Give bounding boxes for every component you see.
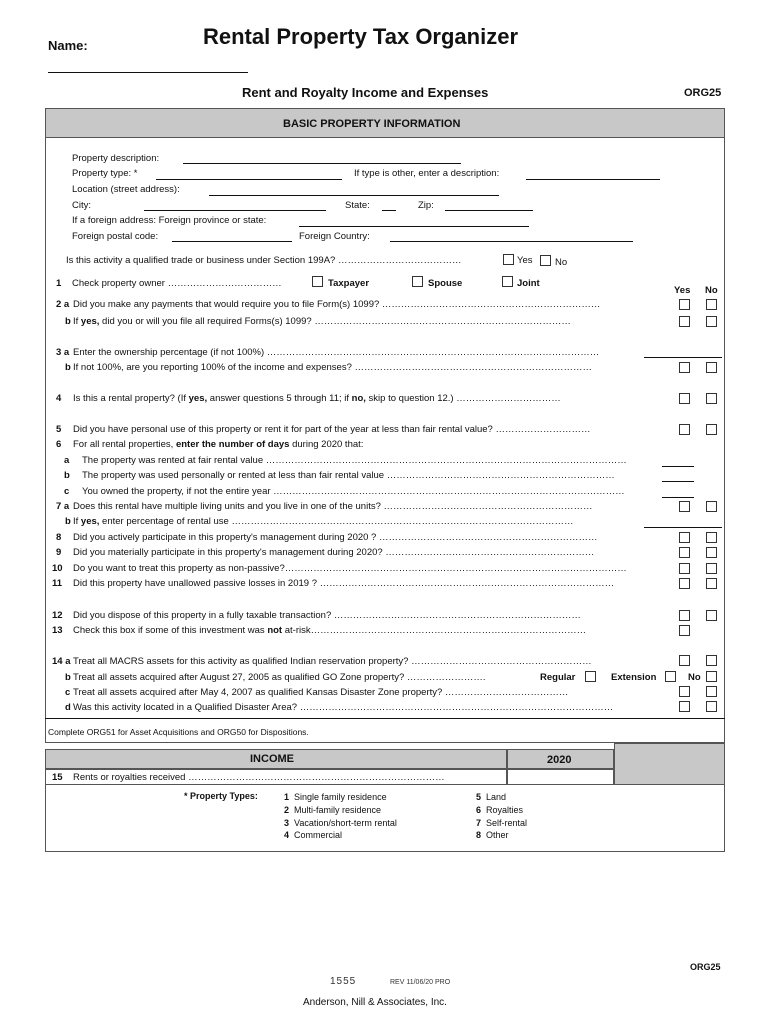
q2b-num: b — [65, 316, 71, 327]
q7a-yes-checkbox[interactable] — [679, 501, 690, 512]
q14a-no-checkbox[interactable] — [706, 655, 717, 666]
footer-company: Anderson, Nill & Associates, Inc. — [303, 997, 447, 1008]
q4-pre: Is this a rental property? (If — [73, 393, 189, 404]
q3a-percentage-field[interactable] — [644, 357, 722, 358]
q13-bold: not — [267, 625, 283, 636]
q199a-yes-checkbox[interactable] — [503, 254, 514, 265]
q12-yes-checkbox[interactable] — [679, 610, 690, 621]
ptype-4-num: 4 — [284, 830, 290, 841]
name-label: Name: — [48, 38, 88, 53]
q5-text: Did you have personal use of this property or rent it for part of the year at less than fair rental value? ………………………… — [73, 424, 591, 435]
q8-text: Did you actively participate in this property's management during 2020 ? …………………………………………………………… — [73, 532, 598, 543]
ptype-4-text: Commercial — [294, 830, 343, 841]
q9-no-checkbox[interactable] — [706, 547, 717, 558]
footer-page-num: 1555 — [330, 976, 357, 987]
q4-bold2: no, — [351, 393, 366, 404]
ptype-2-num: 2 — [284, 804, 290, 815]
q4-no-checkbox[interactable] — [706, 393, 717, 404]
zip-label: Zip: — [418, 200, 434, 211]
property-description-label: Property description: — [72, 153, 160, 164]
q14d-text: Was this activity located in a Qualified Disaster Area? ……………………………………………………………………………………… — [73, 702, 614, 713]
q6a-days-field[interactable] — [662, 466, 694, 467]
q6c-num: c — [64, 486, 70, 497]
state-field[interactable] — [382, 210, 396, 211]
ptype-8-num: 8 — [476, 830, 482, 841]
q199a-text: Is this activity a qualified trade or business under Section 199A? ………………………………… — [66, 255, 462, 266]
q10-yes-checkbox[interactable] — [679, 563, 690, 574]
q14b-num: b — [65, 672, 71, 683]
q3a-text: Enter the ownership percentage (if not 100%) …………………………………………………………………………………………… — [73, 347, 600, 358]
ptype-6-num: 6 — [476, 804, 482, 815]
q2a-text: Did you make any payments that would require you to file Form(s) 1099? …………………………………………………………… — [73, 299, 601, 310]
q11-yes-checkbox[interactable] — [679, 578, 690, 589]
city-field[interactable] — [144, 210, 326, 211]
q6-text — [73, 439, 363, 450]
q199a-no-label: No — [555, 257, 568, 268]
foreign-country-label: Foreign Country: — [299, 231, 370, 242]
q7b-bold: yes, — [80, 516, 100, 527]
q14d-yes-checkbox[interactable] — [679, 701, 690, 712]
foreign-postal-field[interactable] — [172, 241, 292, 242]
q9-num: 9 — [56, 547, 62, 558]
q6b-days-field[interactable] — [662, 481, 694, 482]
q14d-num: d — [65, 702, 71, 713]
q12-num: 12 — [52, 610, 63, 621]
q4-mid: answer questions 5 through 11; if — [207, 393, 352, 404]
q199a-no-checkbox[interactable] — [540, 255, 551, 266]
property-description-field[interactable] — [183, 163, 461, 164]
q10-text: Do you want to treat this property as non-passive?……………………………………………………………………………………………… — [73, 563, 627, 574]
ptype-7-text: Self-rental — [486, 817, 528, 828]
footer-form-code: ORG25 — [690, 962, 721, 972]
q6-rest: during 2020 that: — [289, 439, 364, 450]
q7b-percentage-field[interactable] — [644, 527, 722, 528]
q6b-num: b — [64, 470, 70, 481]
ptype-2-text: Multi-family residence — [294, 804, 382, 815]
q2a-no-checkbox[interactable] — [706, 299, 717, 310]
ptype-3-text: Vacation/short-term rental — [294, 817, 397, 828]
complete-note: Complete ORG51 for Asset Acquisitions and ORG50 for Dispositions. — [48, 727, 309, 737]
page-title: Rental Property Tax Organizer — [203, 24, 519, 49]
q9-yes-checkbox[interactable] — [679, 547, 690, 558]
q7a-no-checkbox[interactable] — [706, 501, 717, 512]
q13-text — [73, 625, 586, 636]
q14a-yes-checkbox[interactable] — [679, 655, 690, 666]
ptype-7-num: 7 — [476, 817, 482, 828]
q15-amount-field[interactable] — [507, 769, 614, 785]
ptype-6-text: Royalties — [486, 804, 524, 815]
type-other-field[interactable] — [526, 179, 660, 180]
taxpayer-label: Taxpayer — [328, 278, 370, 289]
joint-checkbox[interactable] — [502, 276, 513, 287]
q4-yes-checkbox[interactable] — [679, 393, 690, 404]
city-label: City: — [72, 200, 91, 211]
q6b-text: The property was used personally or rented at less than fair rental value ……………………………………………………………… — [82, 470, 615, 481]
q3a-num: 3 a — [56, 347, 70, 358]
page-subtitle: Rent and Royalty Income and Expenses — [242, 85, 489, 100]
ptype-1-num: 1 — [284, 792, 290, 802]
state-label: State: — [345, 200, 370, 211]
q3b-yes-checkbox[interactable] — [679, 362, 690, 373]
q14d-no-checkbox[interactable] — [706, 701, 717, 712]
q14c-num: c — [65, 687, 71, 698]
q9-text: Did you materially participate in this property's management during 2020? ………………………………………………………… — [73, 547, 595, 558]
ptype-1-text: Single family residence — [294, 792, 387, 802]
q6-pre: For all rental properties, — [73, 439, 176, 450]
ptype-3-num: 3 — [284, 817, 290, 828]
q5-num: 5 — [56, 424, 62, 435]
foreign-country-field[interactable] — [390, 241, 633, 242]
q6-bold: enter the number of days — [175, 439, 290, 450]
q11-num: 11 — [52, 578, 63, 589]
q7a-num: 7 a — [56, 501, 70, 512]
q6-num: 6 — [56, 439, 62, 450]
property-type-field[interactable] — [156, 179, 342, 180]
q2a-num: 2 a — [56, 299, 70, 310]
ptype-5-num: 5 — [476, 792, 482, 802]
q12-text: Did you dispose of this property in a fully taxable transaction? …………………………………………………………………… — [73, 610, 581, 621]
q8-no-checkbox[interactable] — [706, 532, 717, 543]
location-field[interactable] — [209, 195, 499, 196]
property-types-right — [476, 791, 527, 842]
foreign-postal-label: Foreign postal code: — [72, 231, 159, 242]
q4-num: 4 — [56, 393, 62, 404]
q14b-extension-label: Extension — [611, 672, 657, 683]
q14b-regular-label: Regular — [540, 672, 576, 683]
property-type-label: Property type: * — [72, 168, 138, 179]
type-other-label: If type is other, enter a description: — [354, 168, 500, 179]
q4-rest: skip to question 12.) …………………………… — [365, 393, 561, 404]
footer-rev: REV 11/06/20 PRO — [390, 979, 451, 986]
joint-label: Joint — [517, 278, 540, 289]
income-title: INCOME — [250, 753, 294, 765]
q14b-regular-checkbox[interactable] — [585, 671, 596, 682]
year-label: 2020 — [547, 754, 572, 766]
q8-yes-checkbox[interactable] — [679, 532, 690, 543]
q15-text: Rents or royalties received ……………………………………………………………………… — [73, 772, 445, 783]
section-title: BASIC PROPERTY INFORMATION — [283, 118, 461, 130]
q2b-bold: yes, — [80, 316, 100, 327]
q2b-text — [73, 316, 571, 327]
q14b-extension-checkbox[interactable] — [665, 671, 676, 682]
foreign-address-label: If a foreign address: Foreign province or state: — [72, 215, 267, 226]
q6c-text: You owned the property, if not the entire year ………………………………………………………………………………………………… — [82, 486, 625, 497]
note-divider — [45, 718, 725, 719]
q12-no-checkbox[interactable] — [706, 610, 717, 621]
q199a-yes-label: Yes — [517, 255, 533, 266]
q7b-text — [73, 516, 573, 527]
q5-yes-checkbox[interactable] — [679, 424, 690, 435]
property-types-label: * Property Types: — [184, 791, 258, 801]
q2b-pre: If — [73, 316, 81, 327]
q15-num: 15 — [52, 772, 63, 783]
taxpayer-checkbox[interactable] — [312, 276, 323, 287]
q6a-num: a — [64, 455, 70, 466]
q14b-text: Treat all assets acquired after August 27, 2005 as qualified GO Zone property? ……………………. — [73, 672, 486, 683]
foreign-province-field[interactable] — [299, 226, 529, 227]
spouse-checkbox[interactable] — [412, 276, 423, 287]
q14c-text: Treat all assets acquired after May 4, 2007 as qualified Kansas Disaster Zone property? ………………………………… — [73, 687, 569, 698]
col-no-header: No — [705, 285, 718, 296]
q2b-no-checkbox[interactable] — [706, 316, 717, 327]
q3b-no-checkbox[interactable] — [706, 362, 717, 373]
q6a-text: The property was rented at fair rental value …………………………………………………………………………………………………… — [82, 455, 627, 466]
q14b-no-checkbox[interactable] — [706, 671, 717, 682]
zip-field[interactable] — [445, 210, 533, 211]
spouse-label: Spouse — [428, 278, 463, 289]
form-code: ORG25 — [684, 87, 722, 99]
location-label: Location (street address): — [72, 184, 180, 195]
q10-no-checkbox[interactable] — [706, 563, 717, 574]
q3b-text: If not 100%, are you reporting 100% of the income and expenses? ………………………………………………………………… — [73, 362, 592, 373]
q13-rest: at-risk…………………………………………………………………………… — [282, 625, 587, 636]
q4-bold1: yes, — [188, 393, 208, 404]
q14c-no-checkbox[interactable] — [706, 686, 717, 697]
q14c-yes-checkbox[interactable] — [679, 686, 690, 697]
q2a-yes-checkbox[interactable] — [679, 299, 690, 310]
q7b-pre: If — [73, 516, 81, 527]
q1-text: Check property owner ……………………………… — [72, 278, 282, 289]
q8-num: 8 — [56, 532, 62, 543]
q2b-rest: did you or will you file all required Forms(s) 1099? ……………………………………………………………………… — [99, 316, 571, 327]
col-yes-header: Yes — [674, 285, 691, 296]
q3b-num: b — [65, 362, 71, 373]
q5-no-checkbox[interactable] — [706, 424, 717, 435]
q6c-days-field[interactable] — [662, 497, 694, 498]
q14b-no-label: No — [688, 672, 701, 683]
q13-pre: Check this box if some of this investment was — [73, 625, 268, 636]
ptype-8-text: Other — [486, 830, 509, 841]
q11-no-checkbox[interactable] — [706, 578, 717, 589]
q4-text — [73, 393, 561, 404]
income-side-box — [614, 743, 725, 785]
property-types-left — [284, 791, 397, 842]
name-field[interactable] — [48, 72, 248, 73]
q7b-num: b — [65, 516, 71, 527]
q10-num: 10 — [52, 563, 63, 574]
ptype-5-text: Land — [486, 792, 507, 802]
q7a-text: Does this rental have multiple living units and you live in one of the units? ………………………………………………………… — [73, 501, 593, 512]
q14a-text: Treat all MACRS assets for this activity as qualified Indian reservation property? ………………………………………………… — [73, 656, 592, 667]
q14a-num: 14 a — [52, 656, 71, 667]
q13-num: 13 — [52, 625, 63, 636]
q13-checkbox[interactable] — [679, 625, 690, 636]
q2b-yes-checkbox[interactable] — [679, 316, 690, 327]
q1-num: 1 — [56, 278, 62, 289]
q11-text: Did this property have unallowed passive losses in 2019 ? ………………………………………………………………………………… — [73, 578, 615, 589]
q7b-rest: enter percentage of rental use ……………………………………………………………………………………………… — [99, 516, 574, 527]
